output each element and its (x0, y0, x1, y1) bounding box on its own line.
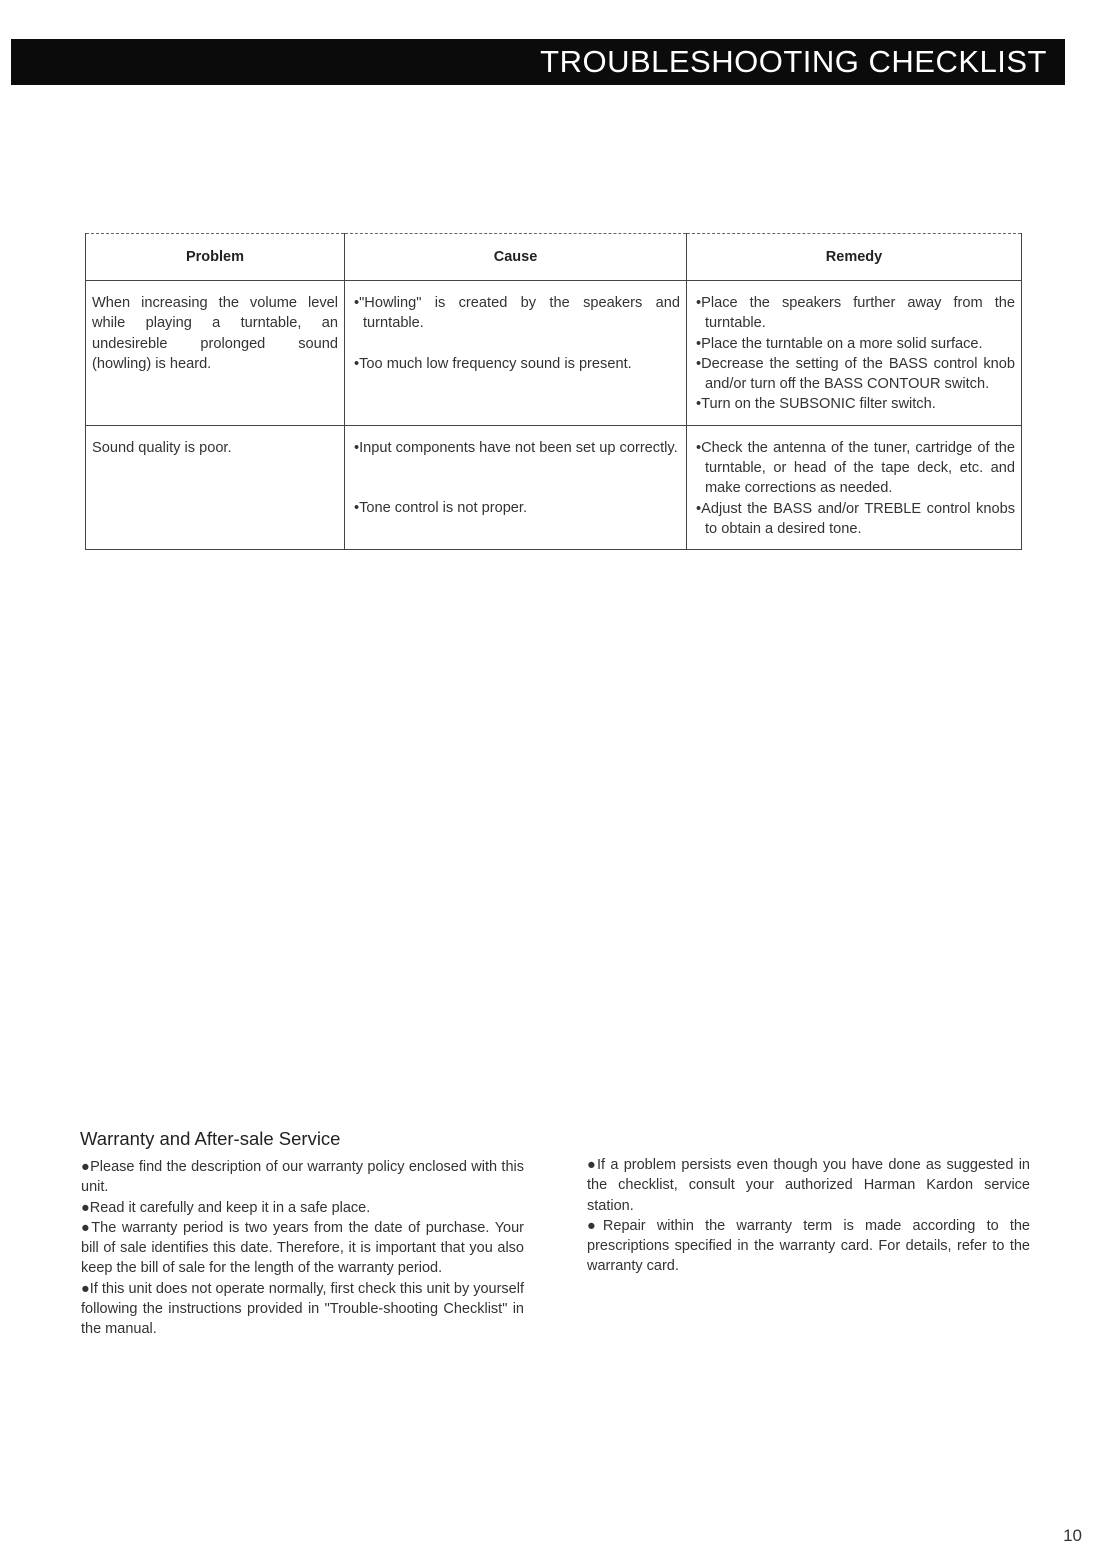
page-number: 10 (1063, 1526, 1082, 1545)
remedy-item: •Turn on the SUBSONIC filter switch. (696, 396, 936, 413)
table-header-row (86, 234, 1022, 281)
warranty-heading: Warranty and After-sale Service (80, 1128, 341, 1149)
cause-cell (345, 281, 687, 426)
column-header-problem: Problem (86, 234, 345, 281)
remedy-item: •Decrease the setting of the BASS control knob and/or turn off the BASS CONTOUR switch. (696, 355, 1015, 393)
header-bar (11, 39, 1065, 85)
table-row (86, 425, 1022, 549)
warranty-paragraph: ●Repair within the warranty term is made according to the prescriptions specified in the warranty card. For details, refer to the warranty card. (587, 1217, 1030, 1275)
warranty-paragraph: ●If this unit does not operate normally, first check this unit by yourself following the instructions provided in "Trouble-shooting Checklist" in the manual. (81, 1280, 524, 1338)
remedy-item: •Check the antenna of the tuner, cartridge of the turntable, or head of the tape deck, etc. and make corrections as needed. (696, 439, 1015, 497)
problem-cell (86, 425, 345, 549)
warranty-paragraph: ●If a problem persists even though you have done as suggested in the checklist, consult your authorized Harman Kardon service station. (587, 1157, 1030, 1214)
problem-text: Sound quality is poor. (92, 439, 232, 456)
problem-cell (86, 281, 345, 426)
cause-item: •Tone control is not proper. (354, 500, 528, 517)
remedy-item: •Adjust the BASS and/or TREBLE control knobs to obtain a desired tone. (696, 500, 1015, 537)
cause-cell (345, 425, 687, 549)
remedy-cell (687, 425, 1022, 549)
cause-item: •"Howling" is created by the speakers and turntable. (354, 295, 680, 332)
warranty-paragraph: ●The warranty period is two years from the date of purchase. Your bill of sale identifies this date. Therefore, it is important that you also keep the bill of sale for the length of the warranty period. (81, 1219, 524, 1277)
table-row (86, 281, 1022, 426)
cause-item: •Input components have not been set up correctly. (354, 439, 678, 456)
remedy-item: •Place the speakers further away from the turntable. (696, 295, 1015, 332)
warranty-paragraph: ●Please find the description of our warranty policy enclosed with this unit. (81, 1159, 524, 1196)
cause-item: •Too much low frequency sound is present. (354, 355, 632, 372)
warranty-right-column (587, 1155, 1030, 1277)
troubleshooting-table (85, 233, 1022, 550)
warranty-paragraph: ●Read it carefully and keep it in a safe place. (81, 1199, 371, 1216)
column-header-remedy: Remedy (687, 234, 1022, 281)
warranty-left-column (81, 1157, 524, 1340)
remedy-item: •Place the turntable on a more solid surface. (696, 335, 983, 352)
remedy-cell (687, 281, 1022, 426)
page-title: TROUBLESHOOTING CHECKLIST (540, 44, 1047, 79)
column-header-cause: Cause (345, 234, 687, 281)
problem-text: When increasing the volume level while playing a turntable, an undesireble prolonged sound (howling) is heard. (92, 295, 338, 372)
